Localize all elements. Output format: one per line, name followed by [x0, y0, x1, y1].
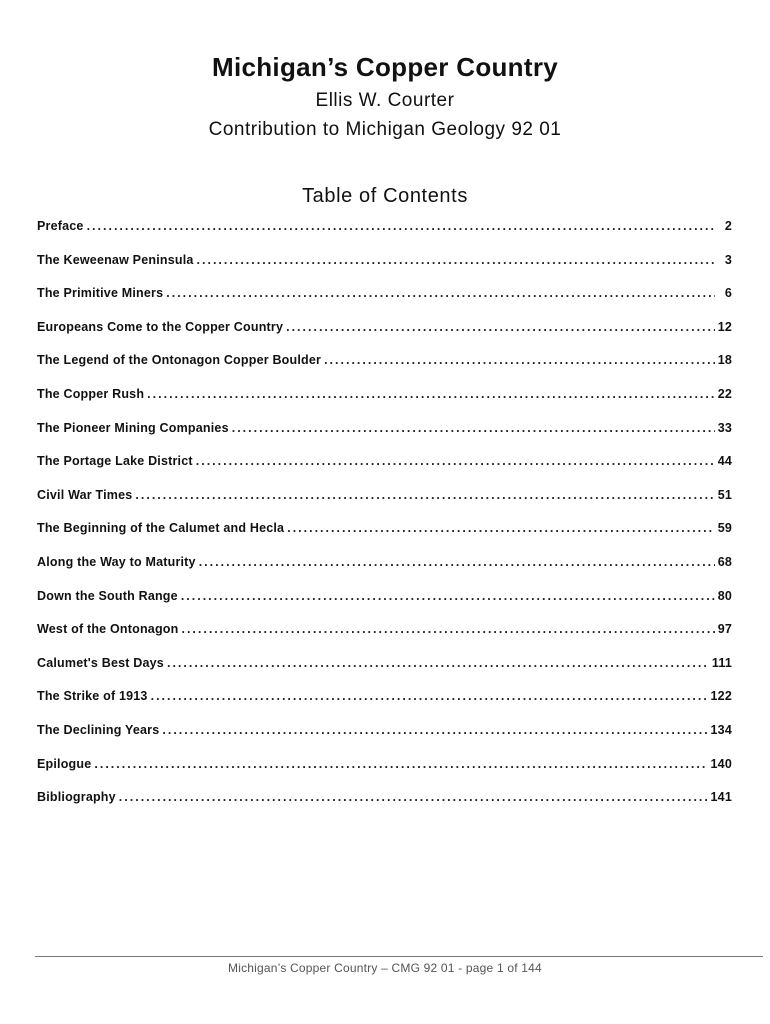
toc-entry[interactable] — [37, 689, 732, 723]
page-footer: Michigan’s Copper Country – CMG 92 01 - page 1 of 144 — [228, 961, 542, 975]
toc-entry-title: The Primitive Miners — [37, 286, 164, 301]
toc-entry-page-number: 2 — [724, 219, 732, 233]
toc-dot-leader — [232, 421, 715, 435]
toc-entry-title: Bibliography — [37, 790, 116, 805]
toc-entry-page-number: 12 — [717, 319, 732, 334]
toc-entry-page-number: 134 — [710, 722, 732, 737]
toc-entry-title: Europeans Come to the Copper Country — [37, 319, 284, 334]
toc-dot-leader — [324, 353, 715, 367]
toc-dot-leader — [87, 219, 715, 233]
document-author: Ellis W. Courter — [315, 90, 455, 111]
document-title: Michigan’s Copper Country — [212, 52, 558, 82]
toc-dot-leader — [147, 387, 715, 401]
toc-entry[interactable] — [37, 622, 732, 656]
toc-entry[interactable] — [37, 421, 732, 455]
toc-entry[interactable] — [37, 253, 732, 287]
toc-entry-page-number: 44 — [717, 454, 732, 469]
toc-entry[interactable] — [37, 723, 732, 757]
toc-dot-leader — [181, 589, 715, 603]
toc-dot-leader — [199, 555, 715, 569]
toc-entry[interactable] — [37, 521, 732, 555]
toc-dot-leader — [197, 253, 715, 267]
toc-entry-title: The Pioneer Mining Companies — [37, 420, 229, 435]
toc-dot-leader — [287, 521, 714, 535]
toc-dot-leader — [162, 723, 707, 737]
toc-entry-page-number: 80 — [717, 588, 732, 603]
toc-entry-page-number: 122 — [710, 689, 732, 704]
toc-entry[interactable] — [37, 286, 732, 320]
document-contribution: Contribution to Michigan Geology 92 01 — [208, 119, 562, 140]
toc-entry[interactable] — [37, 353, 732, 387]
toc-entry-title: The Portage Lake District — [37, 454, 193, 469]
toc-entry-page-number: 51 — [717, 487, 732, 502]
toc-entry-page-number: 111 — [711, 655, 732, 670]
toc-entry-page-number: 97 — [717, 622, 732, 637]
toc-entry[interactable] — [37, 757, 732, 791]
toc-entry-title: Down the South Range — [37, 588, 178, 603]
toc-heading: Table of Contents — [302, 185, 468, 207]
toc-dot-leader — [94, 757, 707, 771]
toc-entry[interactable] — [37, 790, 732, 824]
toc-dot-leader — [151, 689, 708, 703]
toc-dot-leader — [166, 286, 715, 300]
toc-entry-page-number: 3 — [724, 252, 732, 267]
toc-entry[interactable] — [37, 656, 732, 690]
toc-dot-leader — [135, 488, 714, 502]
toc-entry-page-number: 6 — [724, 286, 732, 301]
toc-entry[interactable] — [37, 387, 732, 421]
footer-divider — [35, 956, 763, 957]
toc-entry[interactable] — [37, 320, 732, 354]
toc-entry-title: The Declining Years — [37, 722, 160, 737]
toc-entry-page-number: 33 — [717, 420, 732, 435]
toc-dot-leader — [196, 454, 715, 468]
toc-dot-leader — [181, 622, 714, 636]
toc-entry-title: Preface — [37, 219, 84, 233]
toc-entry-title: The Keweenaw Peninsula — [37, 252, 194, 267]
toc-dot-leader — [167, 656, 709, 670]
toc-entry[interactable] — [37, 454, 732, 488]
toc-entry-title: Epilogue — [37, 756, 92, 771]
toc-entry-title: The Beginning of the Calumet and Hecla — [37, 521, 285, 536]
toc-entry-title: Civil War Times — [37, 487, 133, 502]
toc-dot-leader — [119, 790, 708, 804]
toc-entry[interactable] — [37, 555, 732, 589]
table-of-contents — [37, 219, 732, 824]
toc-entry-page-number: 59 — [717, 521, 732, 536]
toc-entry-title: Calumet's Best Days — [37, 655, 164, 670]
toc-entry[interactable] — [37, 219, 732, 253]
toc-entry-title: The Legend of the Ontonagon Copper Boulder — [37, 353, 322, 368]
toc-entry-title: West of the Ontonagon — [37, 622, 179, 637]
toc-entry-page-number: 141 — [710, 790, 732, 805]
toc-entry-page-number: 18 — [717, 353, 732, 368]
toc-entry[interactable] — [37, 589, 732, 623]
toc-entry-page-number: 22 — [717, 386, 732, 401]
toc-entry-title: The Strike of 1913 — [37, 689, 148, 704]
toc-entry-page-number: 140 — [710, 756, 732, 771]
toc-entry-page-number: 68 — [717, 554, 732, 569]
toc-entry-title: Along the Way to Maturity — [37, 554, 196, 569]
toc-entry-title: The Copper Rush — [37, 386, 145, 401]
toc-entry[interactable] — [37, 488, 732, 522]
toc-dot-leader — [286, 320, 715, 334]
